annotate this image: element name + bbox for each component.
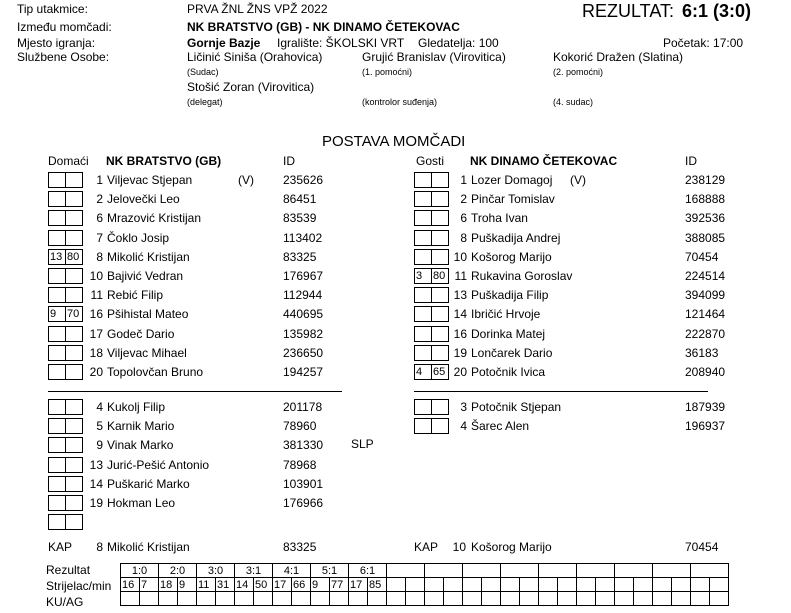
teams: NK BRATSTVO (GB) - NK DINAMO ČETEKOVAC — [187, 20, 460, 34]
sub-minute-box — [414, 230, 432, 246]
sub-minute-box: 80 — [431, 268, 449, 284]
player-name: Puškadija Andrej — [471, 230, 561, 245]
ku-ag-cell — [558, 592, 577, 606]
home-id-header: ID — [283, 154, 295, 168]
player-number: 3 — [460, 400, 467, 414]
scorer-cell: 11 — [197, 578, 216, 592]
sub-minute-box — [48, 230, 66, 246]
sub-minute-box — [65, 476, 83, 492]
official-name: Stošić Zoran (Virovitica) — [187, 80, 315, 94]
away-side-label: Gosti — [416, 154, 445, 168]
scorer-cell: 50 — [254, 578, 273, 592]
player-number: 9 — [96, 438, 103, 453]
player-id: 224514 — [685, 269, 726, 283]
player-id: 78960 — [283, 419, 317, 434]
player-number: 18 — [89, 345, 103, 360]
player-name: Mikolić Kristijan — [107, 249, 190, 264]
result-label: REZULTAT: — [582, 1, 675, 21]
sub-minute-box — [48, 437, 66, 453]
ku-ag-cell — [387, 592, 406, 606]
scorer-cell: 17 — [273, 578, 292, 592]
ku-ag-cell — [273, 592, 292, 606]
score-cell: 5:1 — [311, 564, 349, 578]
player-name: Vinak Marko — [107, 438, 174, 453]
ground: Igralište: ŠKOLSKI VRT — [277, 36, 405, 50]
ku-ag-cell — [501, 592, 520, 606]
player-id: 83539 — [283, 211, 317, 226]
sub-minute-box — [414, 306, 432, 322]
scorer-cell — [615, 578, 634, 592]
player-id: 236650 — [283, 345, 324, 360]
player-number: 2 — [96, 192, 103, 207]
player-id: 238129 — [685, 173, 726, 187]
player-name: Rebić Filip — [107, 288, 164, 303]
score-cell: 1:0 — [121, 564, 159, 578]
player-name: Čoklo Josip — [107, 230, 170, 245]
ku-ag-cell — [596, 592, 615, 606]
scorer-cell — [691, 578, 710, 592]
sub-minute-box — [48, 268, 66, 284]
player-name: Jelovečki Leo — [107, 192, 180, 207]
ku-ag-cell — [406, 592, 425, 606]
ku-ag-cell — [577, 592, 596, 606]
official-name: Grujić Branislav (Virovitica) — [362, 50, 506, 64]
player-tag: (V) — [570, 173, 586, 187]
official-role: (2. pomoćni) — [553, 67, 604, 77]
sub-minute-box — [65, 191, 83, 207]
official-role: (1. pomoćni) — [362, 67, 413, 77]
scorer-cell — [539, 578, 558, 592]
scorer-cell: 9 — [178, 578, 197, 592]
result: 6:1 (3:0) — [682, 1, 752, 21]
scorer-cell: 16 — [121, 578, 140, 592]
score-cell — [577, 564, 615, 578]
ku-ag-cell — [634, 592, 653, 606]
official-role: (4. sudac) — [553, 97, 594, 107]
sub-minute-box: 13 — [48, 249, 66, 265]
home-captain-number: 8 — [96, 540, 103, 554]
player-number: 16 — [453, 326, 467, 341]
scorer-cell: 77 — [330, 578, 349, 592]
player-id: 176967 — [283, 269, 324, 283]
sub-minute-box: 70 — [65, 306, 83, 322]
score-cell — [691, 564, 729, 578]
official-role: (delegat) — [187, 97, 223, 107]
player-id: 112944 — [283, 288, 323, 303]
player-number: 14 — [453, 307, 467, 322]
ku-ag-cell — [653, 592, 672, 606]
score-cell — [463, 564, 501, 578]
scorer-cell — [387, 578, 406, 592]
venue-label: Mjesto igranja: — [17, 36, 96, 50]
sub-minute-box: 3 — [414, 268, 432, 284]
player-name: Ibričić Hrvoje — [471, 307, 541, 322]
player-number: 4 — [96, 400, 103, 414]
player-name: Potočnik Ivica — [471, 365, 546, 379]
sub-minute-box — [48, 514, 66, 530]
ku-ag-cell — [292, 592, 311, 606]
score-cell: 6:1 — [349, 564, 387, 578]
official-role: (Sudac) — [187, 67, 219, 77]
sub-minute-box — [48, 191, 66, 207]
lineup-title: POSTAVA MOMČADI — [322, 133, 466, 150]
player-number: 19 — [89, 496, 103, 510]
player-id: 36183 — [685, 345, 719, 360]
player-id: 381330 — [283, 438, 324, 453]
player-id: 86451 — [283, 192, 317, 207]
player-id: 113402 — [283, 230, 323, 245]
score-cell — [653, 564, 691, 578]
player-number: 10 — [453, 249, 467, 264]
scorer-cell: 14 — [235, 578, 254, 592]
away-captain-id: 70454 — [685, 540, 719, 554]
sub-minute-box: 4 — [414, 364, 432, 380]
official-name: Kokorić Dražen (Slatina) — [553, 50, 684, 64]
scorer-cell — [406, 578, 425, 592]
player-id: 176966 — [283, 496, 324, 510]
player-number: 13 — [89, 457, 103, 472]
player-name: Karnik Mario — [107, 419, 175, 434]
sub-minute-box — [65, 210, 83, 226]
player-name: Godeč Dario — [107, 326, 175, 341]
officials-label: Službene Osobe: — [17, 50, 110, 64]
ku-ag-cell — [425, 592, 444, 606]
player-id: 83325 — [283, 249, 317, 264]
venue: Gornje Bazje — [187, 36, 261, 50]
sub-minute-box — [48, 364, 66, 380]
ku-ag-cell — [311, 592, 330, 606]
sub-minute-box — [65, 230, 83, 246]
player-number: 1 — [96, 173, 103, 187]
away-captain-number: 10 — [452, 540, 466, 554]
home-team-name: NK BRATSTVO (GB) — [106, 154, 222, 168]
home-captain-name: Mikolić Kristijan — [107, 540, 190, 554]
sub-minute-box — [65, 495, 83, 511]
away-captain-label: KAP — [414, 540, 439, 554]
scorer-cell — [444, 578, 463, 592]
player-name: Mrazović Kristijan — [107, 211, 202, 226]
sub-minute-box — [48, 326, 66, 342]
score-cell — [539, 564, 577, 578]
scorer-cell: 9 — [311, 578, 330, 592]
attendance: Gledatelja: 100 — [418, 36, 499, 50]
ku-ag-cell — [140, 592, 159, 606]
player-id: 440695 — [283, 307, 324, 322]
ku-ag-cell — [368, 592, 387, 606]
player-number: 19 — [453, 345, 467, 360]
away-captain-name: Košorog Marijo — [471, 540, 552, 554]
player-id: 135982 — [283, 326, 324, 341]
score-cell — [387, 564, 425, 578]
player-id: 196937 — [685, 419, 726, 434]
player-name: Pšihistal Mateo — [107, 307, 189, 322]
score-cell — [615, 564, 653, 578]
scorer-cell — [672, 578, 691, 592]
ku-ag-cell — [672, 592, 691, 606]
player-id: 194257 — [283, 365, 324, 379]
player-name: Košorog Marijo — [471, 249, 552, 264]
scorer-cell — [482, 578, 501, 592]
sub-minute-box — [65, 418, 83, 434]
sub-minute-box — [65, 268, 83, 284]
sub-minute-box — [48, 345, 66, 361]
official-name: Ličinić Siniša (Orahovica) — [187, 50, 323, 64]
player-name: Dorinka Matej — [471, 326, 546, 341]
away-divider — [414, 391, 708, 392]
player-name: Hokman Leo — [107, 496, 176, 510]
player-number: 11 — [454, 269, 467, 283]
sub-minute-box — [48, 418, 66, 434]
ku-ag-cell — [691, 592, 710, 606]
score-cell: 4:1 — [273, 564, 311, 578]
score-cell — [425, 564, 463, 578]
player-number: 8 — [96, 249, 103, 264]
player-id: 78968 — [283, 457, 317, 472]
ku-ag-cell — [444, 592, 463, 606]
sub-minute-box — [48, 172, 66, 188]
player-name: Šarec Alen — [471, 419, 530, 434]
scorer-cell: 66 — [292, 578, 311, 592]
player-name: Lončarek Dario — [471, 345, 553, 360]
home-divider — [48, 391, 342, 392]
ku-ag-cell — [330, 592, 349, 606]
official-role: (kontrolor suđenja) — [362, 97, 438, 107]
scorer-cell: 18 — [159, 578, 178, 592]
player-number: 8 — [460, 230, 467, 245]
player-number: 2 — [460, 192, 467, 207]
scorer-cell — [596, 578, 615, 592]
match-type: PRVA ŽNL ŽNS VPŽ 2022 — [187, 2, 328, 16]
scorer-cell — [577, 578, 596, 592]
player-number: 20 — [89, 365, 103, 379]
sub-minute-box — [414, 210, 432, 226]
player-id: 201178 — [283, 400, 323, 414]
player-name: Jurić-Pešić Antonio — [107, 457, 210, 472]
player-number: 6 — [96, 211, 103, 226]
player-number: 11 — [90, 288, 103, 303]
scorer-cell: 85 — [368, 578, 387, 592]
player-name: Troha Ivan — [471, 211, 528, 226]
sub-minute-box — [65, 287, 83, 303]
scorer-cell — [463, 578, 482, 592]
sub-minute-box — [65, 172, 83, 188]
sub-minute-box — [414, 287, 432, 303]
sub-minute-box — [414, 326, 432, 342]
score-cell — [501, 564, 539, 578]
player-number: 16 — [89, 307, 103, 322]
sub-minute-box — [65, 437, 83, 453]
player-number: 14 — [89, 476, 103, 491]
player-number: 7 — [96, 230, 103, 245]
score-cell: 3:1 — [235, 564, 273, 578]
home-captain-id: 83325 — [283, 540, 317, 554]
sub-minute-box — [48, 476, 66, 492]
ku-ag-cell — [463, 592, 482, 606]
sub-minute-box — [48, 495, 66, 511]
sub-minute-box — [65, 399, 83, 415]
sub-minute-box — [65, 326, 83, 342]
sub-minute-box — [65, 514, 83, 530]
sub-minute-box — [65, 457, 83, 473]
scorer-cell — [558, 578, 577, 592]
player-number: 5 — [96, 419, 103, 434]
sub-minute-box — [414, 399, 432, 415]
player-number: 6 — [460, 211, 467, 226]
player-id: 187939 — [685, 400, 726, 414]
player-id: 208940 — [685, 365, 726, 379]
sub-minute-box: 9 — [48, 306, 66, 322]
sub-minute-box — [65, 345, 83, 361]
ku-ag-cell — [235, 592, 254, 606]
ku-ag-cell — [159, 592, 178, 606]
ku-ag-cell — [615, 592, 634, 606]
scorer-cell — [710, 578, 729, 592]
score-table — [120, 563, 729, 606]
player-id: 103901 — [283, 476, 324, 491]
player-name: Bajivić Vedran — [107, 269, 184, 283]
player-id: 168888 — [685, 192, 726, 207]
player-number: 13 — [453, 288, 467, 303]
sub-minute-box — [414, 418, 432, 434]
scorer-cell — [634, 578, 653, 592]
player-id: 392536 — [685, 211, 726, 226]
ku-ag-cell — [216, 592, 235, 606]
sub-minute-box — [414, 191, 432, 207]
player-name: Rukavina Goroslav — [471, 269, 573, 283]
scorer-cell: 17 — [349, 578, 368, 592]
player-id: 222870 — [685, 326, 726, 341]
player-name: Viljevac Mihael — [107, 345, 187, 360]
ku-ag-cell — [349, 592, 368, 606]
player-tag: (V) — [238, 173, 254, 187]
slp-marker: SLP — [351, 437, 374, 451]
player-id: 70454 — [685, 249, 719, 264]
scorer-cell — [520, 578, 539, 592]
player-name: Topolovčan Bruno — [107, 365, 204, 379]
sub-minute-box — [414, 249, 432, 265]
scorer-cell: 7 — [140, 578, 159, 592]
score-cell: 2:0 — [159, 564, 197, 578]
score-row-label: Rezultat — [46, 563, 91, 577]
player-name: Kukolj Filip — [107, 400, 166, 414]
player-name: Lozer Domagoj — [471, 173, 553, 187]
player-name: Potočnik Stjepan — [471, 400, 562, 414]
away-team-name: NK DINAMO ČETEKOVAC — [470, 154, 618, 168]
ku-ag-cell — [121, 592, 140, 606]
sub-minute-box: 80 — [65, 249, 83, 265]
ku-ag-cell — [178, 592, 197, 606]
player-number: 4 — [460, 419, 467, 434]
player-number: 20 — [453, 365, 467, 379]
player-name: Puškadija Filip — [471, 288, 549, 303]
score-row-label: KU/AG — [46, 595, 84, 609]
home-side-label: Domaći — [48, 154, 89, 168]
player-id: 235626 — [283, 173, 324, 187]
player-id: 121464 — [685, 307, 726, 322]
score-row-label: Strijelac/min — [46, 579, 112, 593]
scorer-cell — [501, 578, 520, 592]
scorer-cell — [425, 578, 444, 592]
teams-label: Između momčadi: — [17, 20, 112, 34]
player-name: Viljevac Stjepan — [107, 173, 193, 187]
sub-minute-box — [65, 364, 83, 380]
home-captain-label: KAP — [48, 540, 73, 554]
sub-minute-box — [48, 210, 66, 226]
match-type-label: Tip utakmice: — [17, 2, 88, 16]
scorer-cell — [653, 578, 672, 592]
player-id: 388085 — [685, 230, 726, 245]
score-cell: 3:0 — [197, 564, 235, 578]
sub-minute-box — [414, 345, 432, 361]
ku-ag-cell — [539, 592, 558, 606]
ku-ag-cell — [254, 592, 273, 606]
sub-minute-box — [48, 457, 66, 473]
scorer-cell: 31 — [216, 578, 235, 592]
player-id: 394099 — [685, 288, 726, 303]
player-name: Puškarić Marko — [107, 476, 190, 491]
ku-ag-cell — [520, 592, 539, 606]
ku-ag-cell — [197, 592, 216, 606]
ku-ag-cell — [482, 592, 501, 606]
sub-minute-box — [414, 172, 432, 188]
sub-minute-box — [48, 287, 66, 303]
kickoff: Početak: 17:00 — [663, 36, 744, 50]
ku-ag-cell — [710, 592, 729, 606]
sub-minute-box: 65 — [431, 364, 449, 380]
sub-minute-box — [48, 399, 66, 415]
away-id-header: ID — [685, 154, 697, 168]
player-number: 1 — [460, 173, 467, 187]
player-number: 17 — [89, 326, 103, 341]
player-number: 10 — [89, 269, 103, 283]
player-name: Pinčar Tomislav — [471, 192, 555, 207]
